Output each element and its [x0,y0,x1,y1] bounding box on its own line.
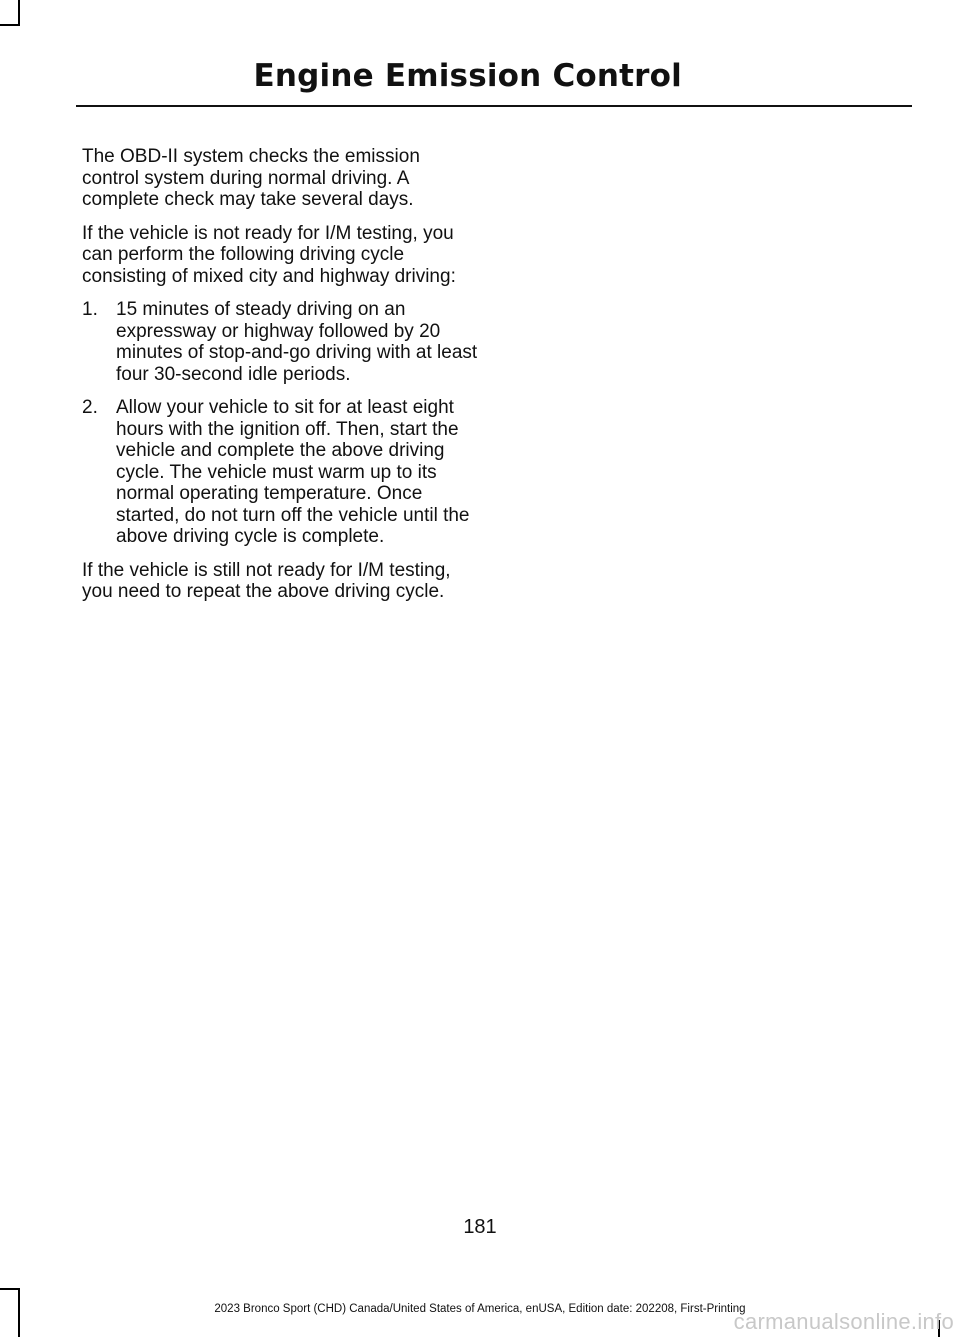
header-divider [76,105,912,107]
paragraph-repeat-cycle: If the vehicle is still not ready for I/M testing, you need to repeat the above driving cycle. [82,559,451,602]
list-item [82,299,478,385]
step-number: 1. [82,299,98,320]
driving-cycle-steps [82,299,478,548]
paragraph-not-ready: If the vehicle is not ready for I/M testing, you can perform the following driving cycle consisting of mixed city and highway driving: [82,222,456,287]
crop-mark-top-left-h [0,24,20,26]
watermark[interactable]: carmanualsonline.info [733,1309,954,1334]
main-content [82,146,478,615]
page-number: 181 [463,1216,497,1238]
step-text: 15 minutes of steady driving on an expressway or highway followed by 20 minutes of stop-and-go driving with at least four 30-second idle periods. [116,299,478,385]
step-number: 2. [82,397,98,418]
crop-mark-bottom-left-h [0,1288,20,1290]
list-item [82,397,478,548]
footer-edition-info: 2023 Bronco Sport (CHD) Canada/United States of America, enUSA, Edition date: 202208, First-Printing [214,1303,746,1315]
paragraph-obd-check: The OBD-II system checks the emission control system during normal driving. A complete check may take several days. [82,146,420,210]
step-text: Allow your vehicle to sit for at least eight hours with the ignition off. Then, start the vehicle and complete the above driving cycle. The vehicle must warm up to its normal operating temperature. Once started, do not turn off the vehicle until the above driving cycle is complete. [116,397,470,547]
page-title: Engine Emission Control [253,58,682,94]
crop-mark-top-left-v [18,0,20,26]
